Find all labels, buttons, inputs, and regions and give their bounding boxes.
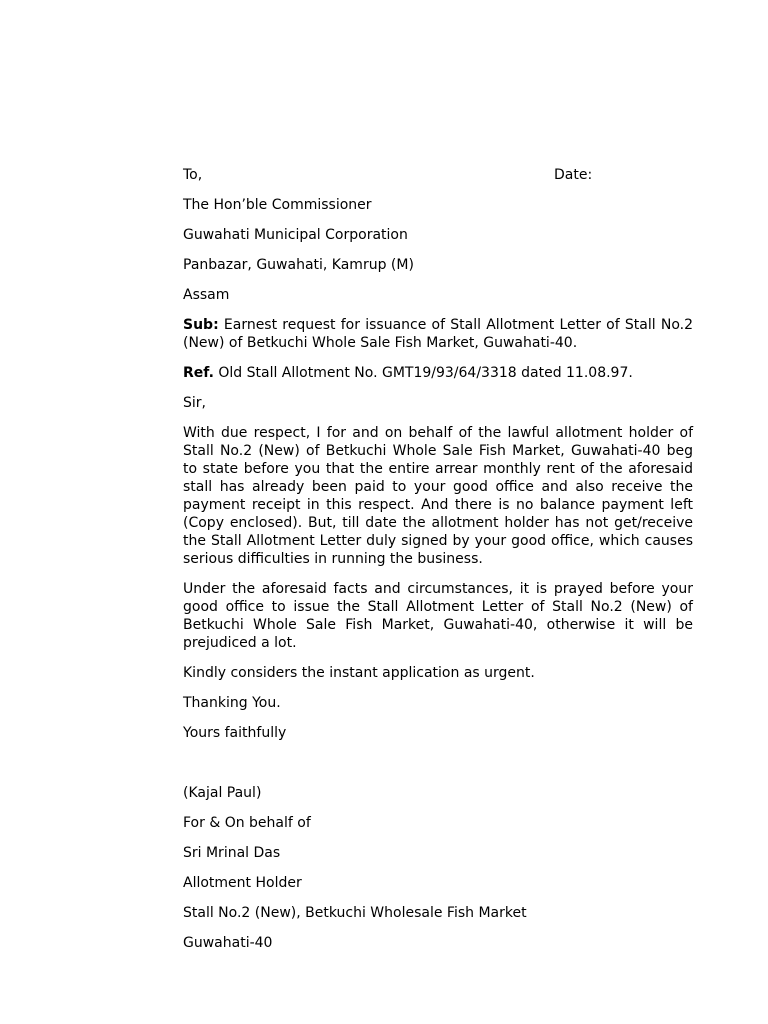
subject-text: Earnest request for issuance of Stall Allotment Letter of Stall No.2 (New) of Betkuchi Whole Sale Fish Market, Guwahati-40. [183, 317, 693, 351]
letter-body [183, 166, 693, 964]
body-paragraph-3: Kindly considers the instant application as urgent. [183, 665, 535, 681]
signature-holder-name: Sri Mrinal Das [183, 845, 281, 861]
thanking-line: Thanking You. [183, 695, 281, 711]
reference-line [183, 364, 693, 382]
reference-text: Old Stall Allotment No. GMT19/93/64/3318 dated 11.08.97. [213, 365, 633, 381]
signature-name: (Kajal Paul) [183, 785, 262, 801]
address-line-1: The Hon’ble Commissioner [183, 197, 372, 213]
date-label: Date: [554, 167, 593, 183]
signature-behalf: For & On behalf of [183, 815, 311, 831]
address-line-3: Panbazar, Guwahati, Kamrup (M) [183, 257, 414, 273]
closing-line: Yours faithfully [183, 725, 287, 741]
body-paragraph-2: Under the aforesaid facts and circumstances, it is prayed before your good office to issue the Stall Allotment Letter of Stall No.2 (New) of Betkuchi Whole Sale Fish Market, Guwahati-40, otherwise it will be prejudiced a lot. [183, 581, 693, 651]
address-line-2: Guwahati Municipal Corporation [183, 227, 408, 243]
subject-line [183, 316, 693, 352]
subject-label: Sub: [183, 317, 219, 333]
address-line-4: Assam [183, 287, 230, 303]
to-date-row [183, 166, 693, 184]
body-paragraph-1: With due respect, I for and on behalf of the lawful allotment holder of Stall No.2 (New) of Betkuchi Whole Sale Fish Market, Guwahati-40 beg to state before you that the entire arrear monthly rent of the aforesaid stall has already been paid to your good office and also receive the payment receipt in this respect. And there is no balance payment left (Copy enclosed). But, till date the allotment holder has not get/receive the Stall Allotment Letter duly signed by your good office, which causes serious difficulties in running the business. [183, 425, 693, 567]
signature-holder-title: Allotment Holder [183, 875, 302, 891]
salutation: Sir, [183, 395, 206, 411]
reference-label: Ref. [183, 365, 214, 381]
signature-space [183, 754, 693, 784]
to-label: To, [183, 167, 203, 183]
signature-city: Guwahati-40 [183, 935, 273, 951]
signature-stall: Stall No.2 (New), Betkuchi Wholesale Fish Market [183, 905, 527, 921]
